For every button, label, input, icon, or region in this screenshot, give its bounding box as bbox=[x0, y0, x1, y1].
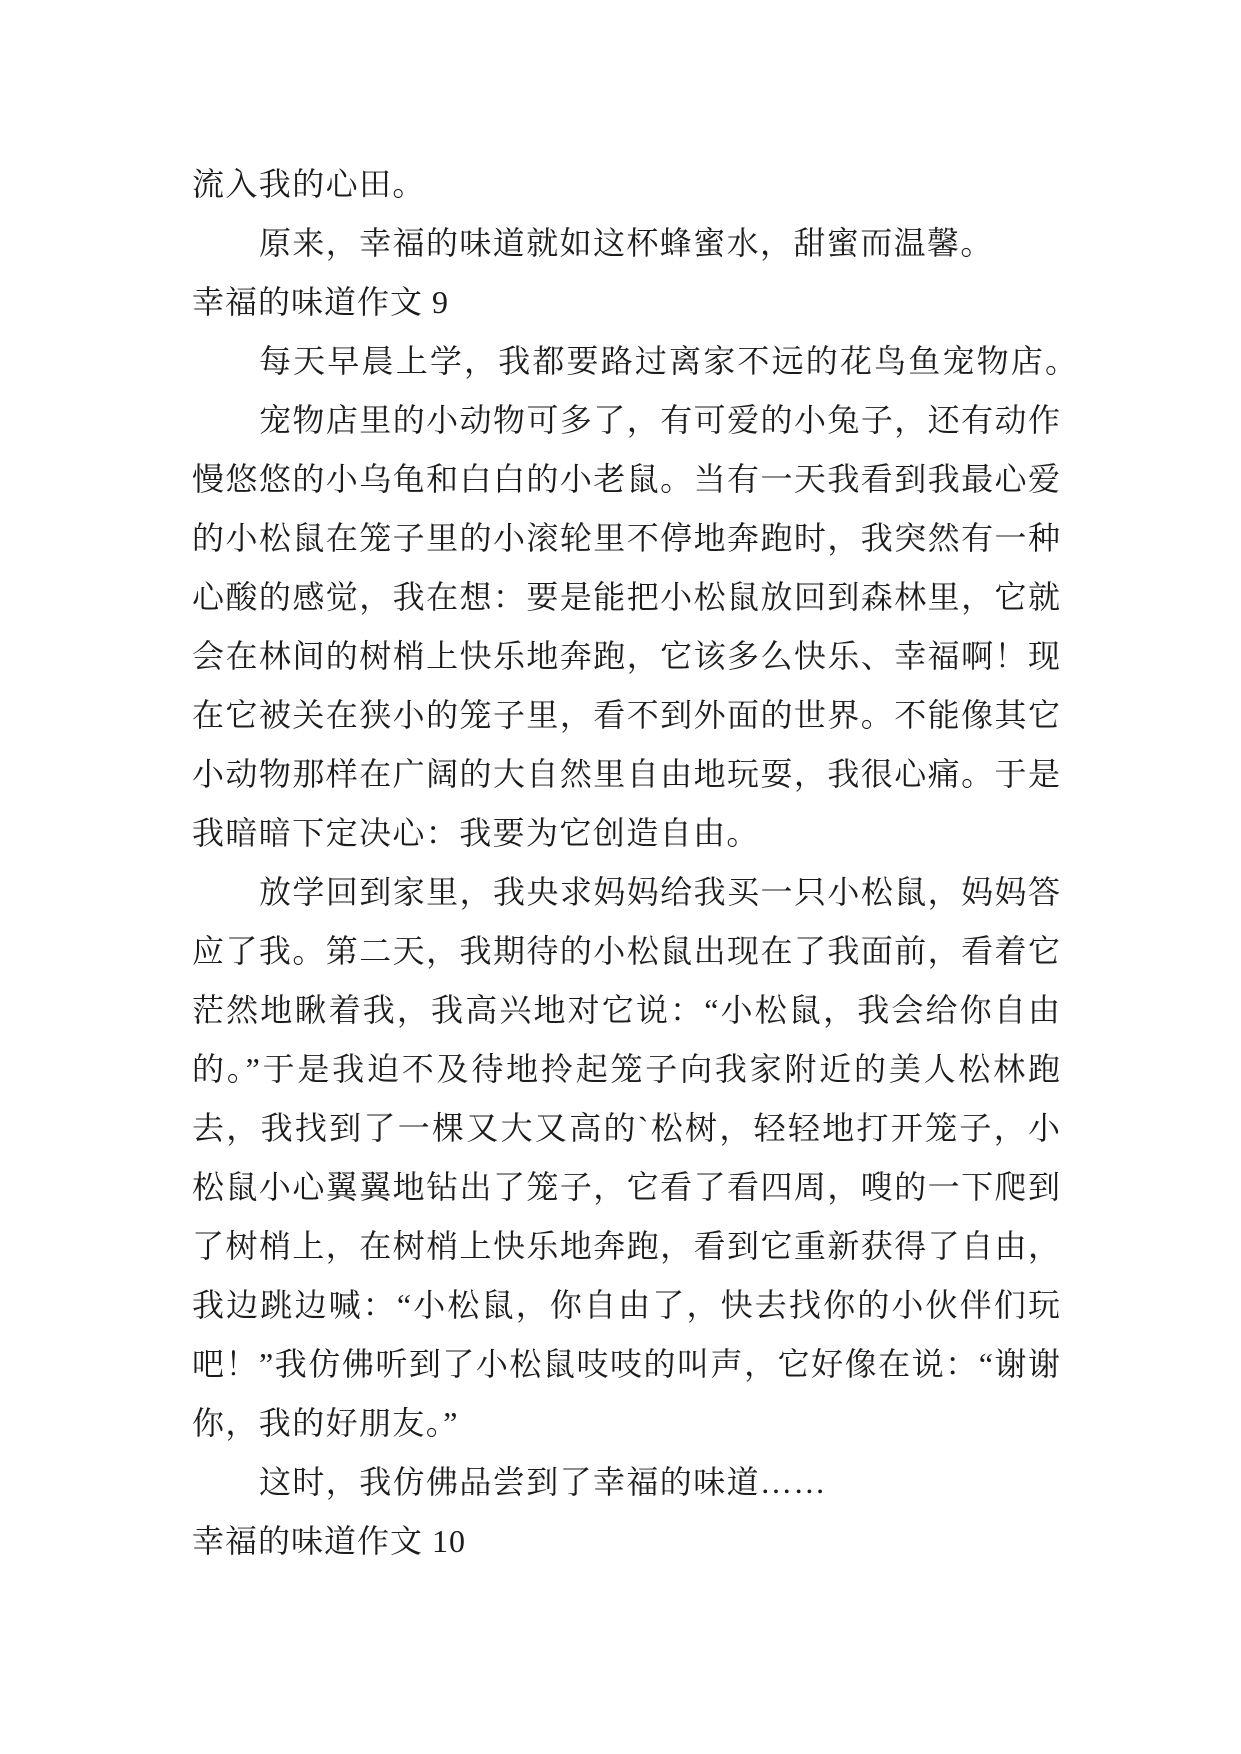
text-line: 流入我的心田。 bbox=[192, 166, 426, 202]
text-line: 小动物那样在广阔的大自然里自由地玩耍，我很心痛。于是 bbox=[192, 756, 1060, 792]
text-line: 去，我找到了一棵又大又高的`松树，轻轻地打开笼子，小 bbox=[192, 1110, 1060, 1146]
text-line: 你，我的好朋友。” bbox=[192, 1405, 459, 1441]
text-line: 这时，我仿佛品尝到了幸福的味道…… bbox=[259, 1464, 827, 1500]
text-line: 放学回到家里，我央求妈妈给我买一只小松鼠，妈妈答 bbox=[259, 874, 1060, 910]
text-line: 的小松鼠在笼子里的小滚轮里不停地奔跑时，我突然有一种 bbox=[192, 520, 1060, 556]
text-line: 茫然地瞅着我，我高兴地对它说：“小松鼠，我会给你自由 bbox=[192, 992, 1060, 1028]
text-line: 会在林间的树梢上快乐地奔跑，它该多么快乐、幸福啊！现 bbox=[192, 638, 1060, 674]
text-line: 心酸的感觉，我在想：要是能把小松鼠放回到森林里，它就 bbox=[192, 579, 1060, 615]
text-line: 在它被关在狭小的笼子里，看不到外面的世界。不能像其它 bbox=[192, 697, 1060, 733]
text-line: 松鼠小心翼翼地钻出了笼子，它看了看四周，嗖的一下爬到 bbox=[192, 1169, 1060, 1205]
paragraph bbox=[192, 332, 1077, 391]
essay-heading: 幸福的味道作文 10 bbox=[192, 1523, 467, 1559]
essay-heading: 幸福的味道作文 9 bbox=[192, 284, 450, 320]
text-line: 原来，幸福的味道就如这杯蜂蜜水，甜蜜而温馨。 bbox=[259, 225, 994, 261]
paragraph bbox=[192, 391, 1060, 863]
paragraph bbox=[192, 214, 1060, 273]
text-line: 我暗暗下定决心：我要为它创造自由。 bbox=[192, 815, 760, 851]
paragraph bbox=[192, 155, 1060, 214]
page-text-body bbox=[192, 155, 1077, 1571]
text-line: 了树梢上，在树梢上快乐地奔跑，看到它重新获得了自由， bbox=[192, 1228, 1060, 1264]
text-line: 慢悠悠的小乌龟和白白的小老鼠。当有一天我看到我最心爱 bbox=[192, 461, 1060, 497]
paragraph bbox=[192, 1453, 1060, 1512]
text-line: 每天早晨上学，我都要路过离家不远的花鸟鱼宠物店。 bbox=[259, 343, 1077, 379]
text-line: 我边跳边喊：“小松鼠，你自由了，快去找你的小伙伴们玩 bbox=[192, 1287, 1060, 1323]
paragraph bbox=[192, 863, 1060, 1453]
text-line: 吧！”我仿佛听到了小松鼠吱吱的叫声，它好像在说：“谢谢 bbox=[192, 1346, 1060, 1382]
text-line: 应了我。第二天，我期待的小松鼠出现在了我面前，看着它 bbox=[192, 933, 1060, 969]
text-line: 宠物店里的小动物可多了，有可爱的小兔子，还有动作 bbox=[259, 402, 1060, 438]
text-line: 的。”于是我迫不及待地拎起笼子向我家附近的美人松林跑 bbox=[192, 1051, 1060, 1087]
